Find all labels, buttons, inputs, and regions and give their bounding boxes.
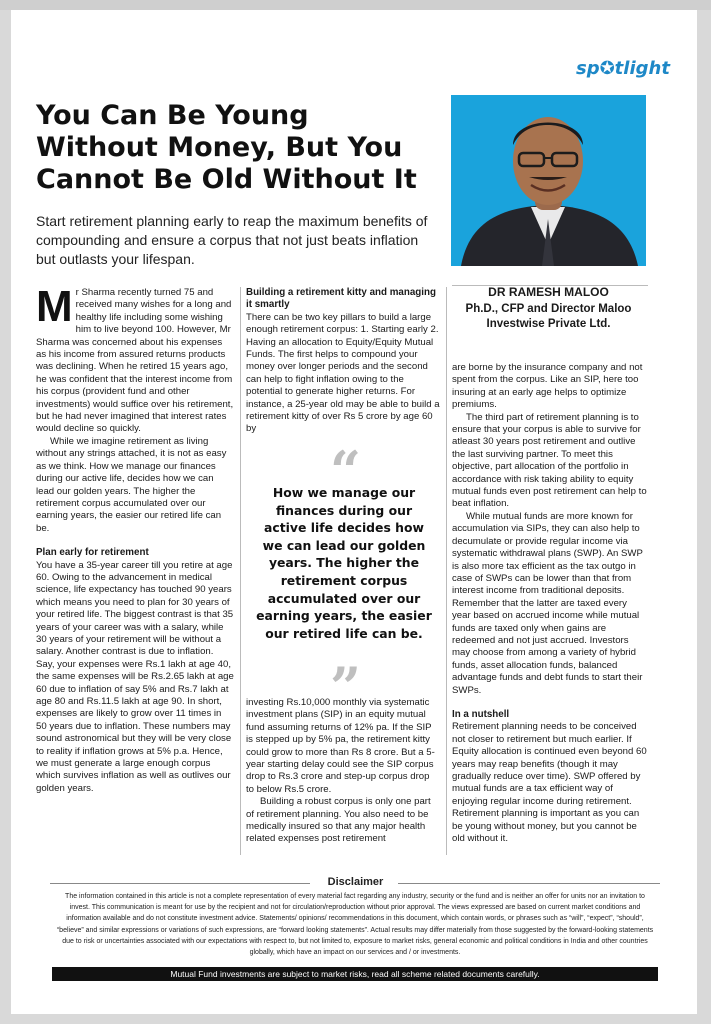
author-photo (451, 95, 646, 266)
open-quote-icon: “ (330, 439, 362, 503)
author-portrait-icon (451, 95, 646, 266)
author-title: Ph.D., CFP and Director Maloo Investwise Private Ltd. (465, 303, 632, 330)
section-heading: Plan early for retirement (36, 547, 149, 559)
disclaimer-title: Disclaimer (327, 876, 384, 888)
subhead: Start retirement planning early to reap the maximum benefits of compounding and ensure a corpus that not just beats inflation but outlasts your lifespan. (36, 213, 428, 267)
paragraph: You have a 35-year career till you retire at age 60. Owing to the advancement in medical science, life expectancy has touched 90 years which means you need to plan for 30 years of your retired life. The biggest contrast is that 35 years of your career was with a salary, while 30 years of your retirement will be without a salary. Another contrast is due to inflation. Say, your expenses were Rs.1 lakh at age 40, the same expenses will be Rs.2.65 lakh at age 60 due to inflation of say 5% and Rs.7 lakh at age 80 and Rs.11.5 lakh at age 90. In short, expenses are likely to grow over 11 times in 50 years due to inflation. These numbers may sound astronomical but they will be very close to reality if inflation grows at 5% p.a. Hence, we must generate a large enough corpus which survives inflation as well as outlives our golden years. (36, 559, 234, 794)
article-column-1 (36, 282, 234, 795)
brand-logo: sp✪tlight (576, 58, 670, 79)
drop-cap: M (36, 282, 73, 331)
paragraph: While we imagine retirement as living without any strings attached, it is not as easy as we think. How we manage our finances during our active life, decides how we can lead our golden years. The higher the retirement corpus accumulated over our earning years, the easier our retired life can be. (36, 435, 227, 534)
section-heading: In a nutshell (452, 708, 510, 720)
paragraph: Retirement planning needs to be conceived not closer to retirement but much earlier. If Equity allocation is continued even beyond 60 years may reap benefits (though it may gradually reduce over time). SWP offered by mutual funds are a tax efficient way of enjoying regular income during retirement. Retirement planning is important as you can be young without money, but you cannot be old without it. (452, 721, 647, 845)
paragraph: Building a robust corpus is only one part of retirement planning. You also need to be medically insured so that any major health related expenses post retirement (246, 796, 431, 845)
disclaimer-text: The information contained in this article is not a complete representation of every material fact regarding any industry, security or the fund and is neither an offer for units nor an invitation to invest. This communication is meant for use by the recipient and not for circulation/reproduction without prior approval. The views expressed are based on current market conditions and information available and do not constitute investment advice. Statements/ opinions/ recommendations in this document, which contain words, or phrases such as “will”, “expect”, “should”, “believe” and similar expressions or variations of such expressions, are “forward looking statements”. Actual results may differ materially from those suggested by the forward-looking statements due to risk or uncertainties associated with our expectations with respect to, but not limited to, exposure to market risks, general economic and political conditions in India and other countries globally, which have an impact on our services and / or investments. (56, 893, 654, 957)
author-divider (452, 285, 648, 286)
column-divider-left (240, 287, 241, 855)
paragraph: r Sharma recently turned 75 and received many wishes for a long and healthy life including some wishing him to live beyond 100. However, Mr Sharma was concerned about his expenses as his income from assured returns products was declining. When he retired 15 years ago, he was confident that the interest income from his corpus (provident fund and other investments) would suffice over his retirement, but he had never imagined that interest rates would decline so quickly. (36, 287, 234, 435)
pull-quote: How we manage our finances during our active life decides how we can lead our golden years. The higher the retirement corpus accumulated over our earning years, the easier our retired life can be. (256, 485, 432, 641)
headline: You Can Be Young Without Money, But You Cannot Be Old Without It (36, 100, 417, 195)
disclaimer-rule-right (398, 883, 660, 884)
paragraph: While mutual funds are more known for accumulation via SIPs, they can also help to decumulate or provide regular income via systematic withdrawal plans (SWP). An SWP is also more tax efficient as the tax outgo in case of SWPs can be lower than that from interest income from traditional deposits. Remember that the latter are taxed every year based on accrued income while mutual funds are taxed only when gains are redeemed and not just accrued. Investors may choose from among a variety of hybrid funds, asset allocation funds, balanced advantage funds and debt funds to start their SWPs. (452, 510, 643, 696)
paragraph: are borne by the insurance company and not spent from the corpus. Like an SIP, here too insuring at an early age helps to optimize premiums. (452, 362, 643, 411)
paragraph: There can be two key pillars to build a large enough retirement corpus: 1. Starting early 2. Having an allocation to Equity/Equity Mutual Funds. The first helps to compound your money over longer periods and the second can help to fight inflation owing to the potential to generate higher returns. For instance, a 25-year old may be able to build a retirement kitty of over Rs 5 crore by age 60 by (246, 311, 440, 435)
article-column-3 (452, 362, 648, 845)
article-column-2 (246, 287, 440, 436)
section-heading: Building a retirement kitty and managing it smartly (246, 287, 436, 311)
footer-bar: Mutual Fund investments are subject to market risks, read all scheme related documents carefully. (52, 967, 658, 981)
close-quote-icon: ” (330, 655, 362, 719)
top-strip (0, 0, 711, 10)
author-name: DR RAMESH MALOO (488, 285, 609, 299)
paragraph: The third part of retirement planning is to ensure that your corpus is able to survive for atleast 30 years post retirement and outlive the last surviving partner. To meet this objective, part allocation of the portfolio in accordance with risk taking ability to equity mutual funds even post retirement can help to beat inflation. (452, 411, 647, 510)
paragraph: investing Rs.10,000 monthly via systematic investment plans (SIP) in an equity mutual fund assuming returns of 12% pa. If the SIP is stepped up by 5% pa, the retirement kitty could grow to more than Rs 8 crore. But a 5-year starting delay could see the SIP corpus drop to Rs.3 crore and step-up corpus drop to below Rs.5 crore. (246, 697, 435, 795)
column-divider-right (446, 287, 447, 855)
article-column-2-continued (246, 697, 440, 846)
